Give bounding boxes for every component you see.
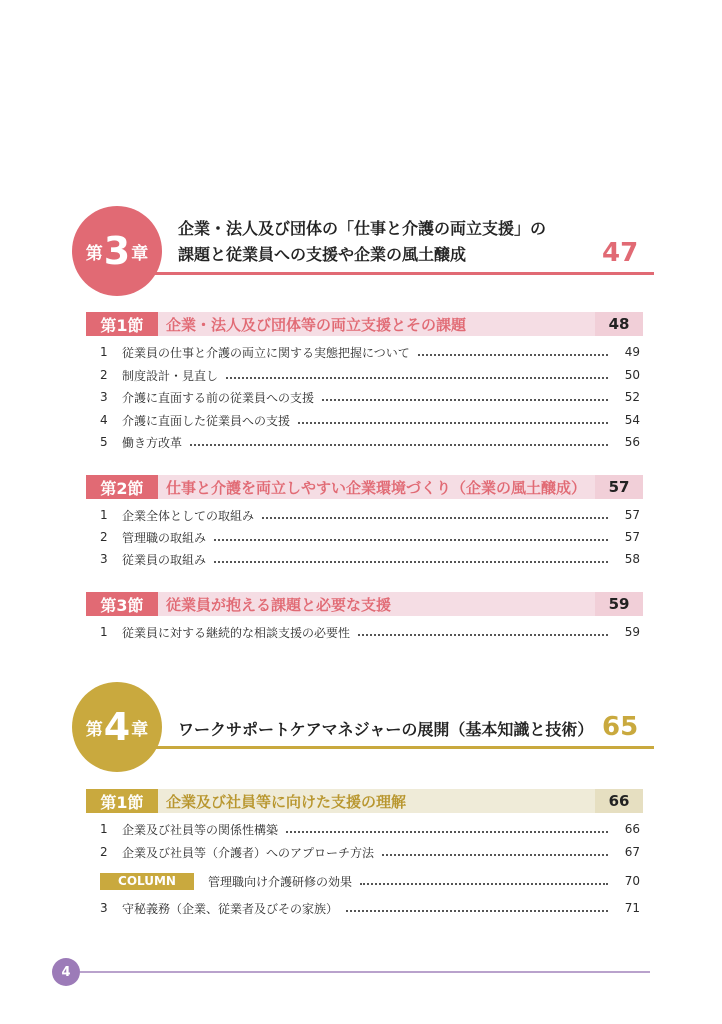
toc-row-column[interactable]: COLUMN 管理職向け介護研修の効果 70 <box>100 871 640 891</box>
chapter-4-rule <box>140 746 654 749</box>
toc-row[interactable]: 5 働き方改革 56 <box>100 435 640 450</box>
toc-row[interactable]: 4 介護に直面した従業員への支援 54 <box>100 413 640 428</box>
toc-row[interactable]: 1 企業及び社員等の関係性構築 66 <box>100 822 640 837</box>
ch3-section-1-header[interactable]: 第1節 企業・法人及び団体等の両立支援とその課題 48 <box>86 312 643 336</box>
leader-dots <box>382 853 608 856</box>
leader-dots <box>214 560 608 563</box>
leader-dots <box>262 516 608 519</box>
toc-row[interactable]: 2 企業及び社員等（介護者）へのアプローチ方法 67 <box>100 845 640 860</box>
chapter-3-badge: 第 3 章 <box>72 206 162 296</box>
chapter-4-badge: 第 4 章 <box>72 682 162 772</box>
ch3-section-2-header[interactable]: 第2節 仕事と介護を両立しやすい企業環境づくり（企業の風土醸成） 57 <box>86 475 643 499</box>
ch4-section-1-header[interactable]: 第1節 企業及び社員等に向けた支援の理解 66 <box>86 789 643 813</box>
page-number: 4 <box>52 958 80 986</box>
leader-dots <box>190 443 608 446</box>
toc-row[interactable]: 2 管理職の取組み 57 <box>100 530 640 545</box>
ch3-section-3-header[interactable]: 第3節 従業員が抱える課題と必要な支援 59 <box>86 592 643 616</box>
toc-row[interactable]: 3 守秘義務（企業、従業者及びその家族） 71 <box>100 901 640 916</box>
leader-dots <box>214 538 608 541</box>
toc-row[interactable]: 1 企業全体としての取組み 57 <box>100 508 640 523</box>
footer-rule <box>80 971 650 973</box>
leader-dots <box>418 353 608 356</box>
chapter-3-page: 47 <box>602 238 639 268</box>
toc-row[interactable]: 1 従業員の仕事と介護の両立に関する実態把握について 49 <box>100 345 640 360</box>
toc-row[interactable]: 3 介護に直面する前の従業員への支援 52 <box>100 390 640 405</box>
toc-row[interactable]: 1 従業員に対する継続的な相談支援の必要性 59 <box>100 625 640 640</box>
chapter-3-rule <box>140 272 654 275</box>
leader-dots <box>358 633 608 636</box>
chapter-3-title[interactable]: 企業・法人及び団体の「仕事と介護の両立支援」の 課題と従業員への支援や企業の風土醸成 <box>178 219 547 264</box>
leader-dots <box>298 421 608 424</box>
chapter-4-title[interactable]: ワークサポートケアマネジャーの展開（基本知識と技術） <box>178 720 594 739</box>
column-badge: COLUMN <box>100 873 194 890</box>
leader-dots <box>346 909 608 912</box>
leader-dots <box>286 830 608 833</box>
toc-row[interactable]: 2 制度設計・見直し 50 <box>100 368 640 383</box>
leader-dots <box>322 398 608 401</box>
chapter-4-page: 65 <box>602 712 639 742</box>
toc-row[interactable]: 3 従業員の取組み 58 <box>100 552 640 567</box>
leader-dots <box>226 376 608 379</box>
leader-dots <box>360 882 608 885</box>
